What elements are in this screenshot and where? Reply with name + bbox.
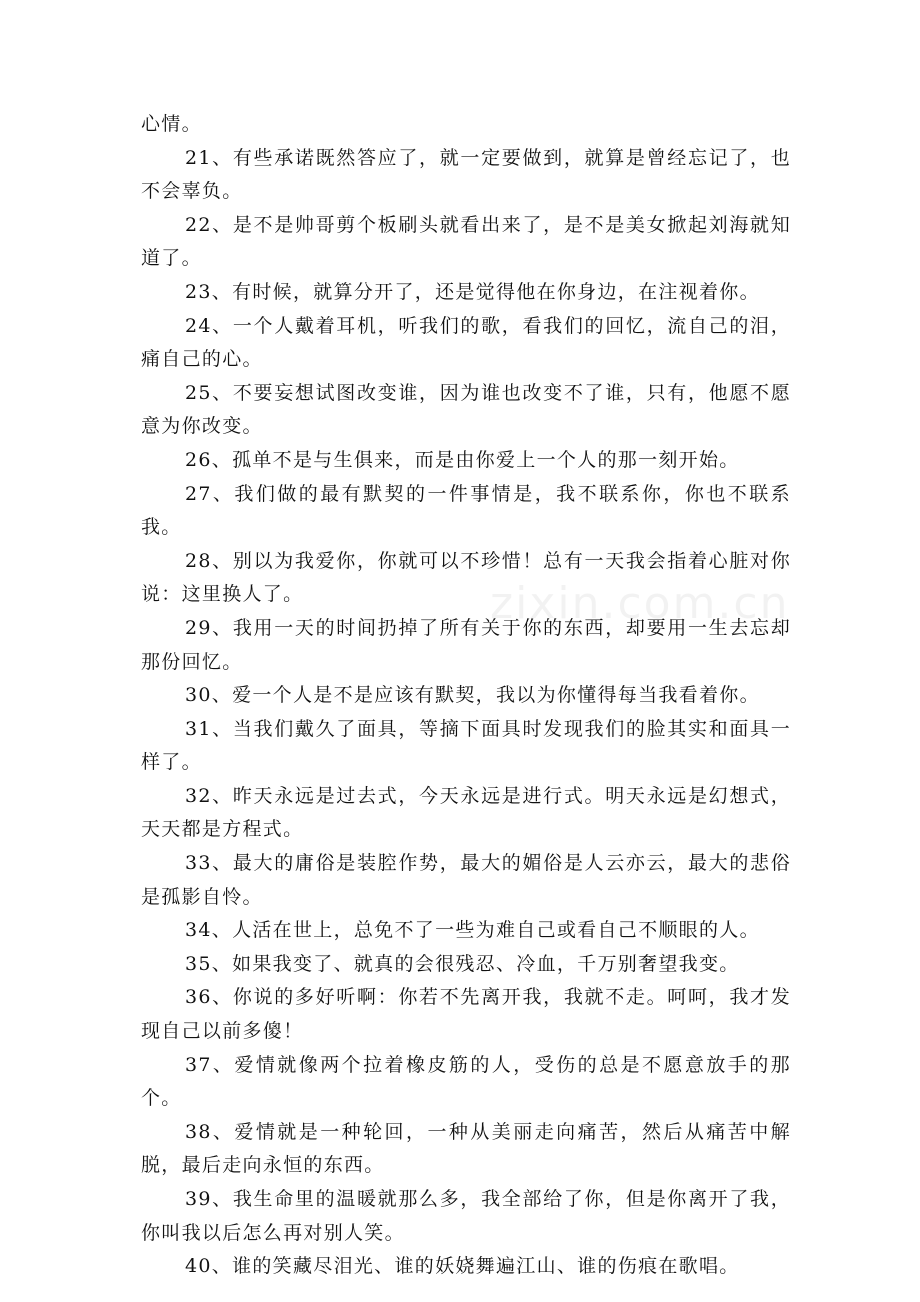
entry-24: 24、一个人戴着耳机，听我们的歌，看我们的回忆，流自己的泪，痛自己的心。 [141, 314, 791, 371]
entry-25: 25、不要妄想试图改变谁，因为谁也改变不了谁，只有，他愿不愿意为你改变。 [141, 381, 791, 438]
entry-22: 22、是不是帅哥剪个板刷头就看出来了，是不是美女掀起刘海就知道了。 [141, 213, 791, 270]
entry-36: 36、你说的多好听啊：你若不先离开我，我就不走。呵呵，我才发现自己以前多傻！ [141, 986, 791, 1043]
entry-23: 23、有时候，就算分开了，还是觉得他在你身边，在注视着你。 [185, 280, 760, 303]
entry-34: 34、人活在世上，总免不了一些为难自己或看自己不顺眼的人。 [185, 919, 760, 942]
entry-28: 28、别以为我爱你，你就可以不珍惜！总有一天我会指着心脏对你说：这里换人了。 [141, 549, 791, 606]
entry-38: 38、爱情就是一种轮回，一种从美丽走向痛苦，然后从痛苦中解脱，最后走向永恒的东西。 [141, 1120, 791, 1177]
entry-30: 30、爱一个人是不是应该有默契，我以为你懂得每当我看着你。 [185, 684, 760, 707]
entry-26: 26、孤单不是与生俱来，而是由你爱上一个人的那一刻开始。 [185, 448, 740, 471]
entry-37: 37、爱情就像两个拉着橡皮筋的人，受伤的总是不愿意放手的那个。 [141, 1053, 791, 1110]
entry-40: 40、谁的笑藏尽泪光、谁的妖娆舞遍江山、谁的伤痕在歌唱。 [185, 1255, 740, 1278]
entry-27: 27、我们做的最有默契的一件事情是，我不联系你，你也不联系我。 [141, 482, 791, 539]
entry-35: 35、如果我变了、就真的会很残忍、冷血，千万别奢望我变。 [185, 952, 740, 975]
entry-33: 33、最大的庸俗是装腔作势，最大的媚俗是人云亦云，最大的悲俗是孤影自怜。 [141, 852, 791, 908]
lead-line: 心情。 [141, 113, 202, 135]
document-body [141, 108, 791, 1284]
watermark: zixin.com.cn [490, 578, 790, 629]
entry-29: 29、我用一天的时间扔掉了所有关于你的东西，却要用一生去忘却那份回忆。 [141, 616, 791, 673]
entry-39: 39、我生命里的温暖就那么多，我全部给了你，但是你离开了我，你叫我以后怎么再对别人笑。 [141, 1188, 791, 1244]
entry-31: 31、当我们戴久了面具，等摘下面具时发现我们的脸其实和面具一样了。 [141, 717, 791, 774]
entry-32: 32、昨天永远是过去式，今天永远是进行式。明天永远是幻想式，天天都是方程式。 [141, 784, 791, 841]
entry-21: 21、有些承诺既然答应了，就一定要做到，就算是曾经忘记了，也不会辜负。 [141, 146, 791, 203]
